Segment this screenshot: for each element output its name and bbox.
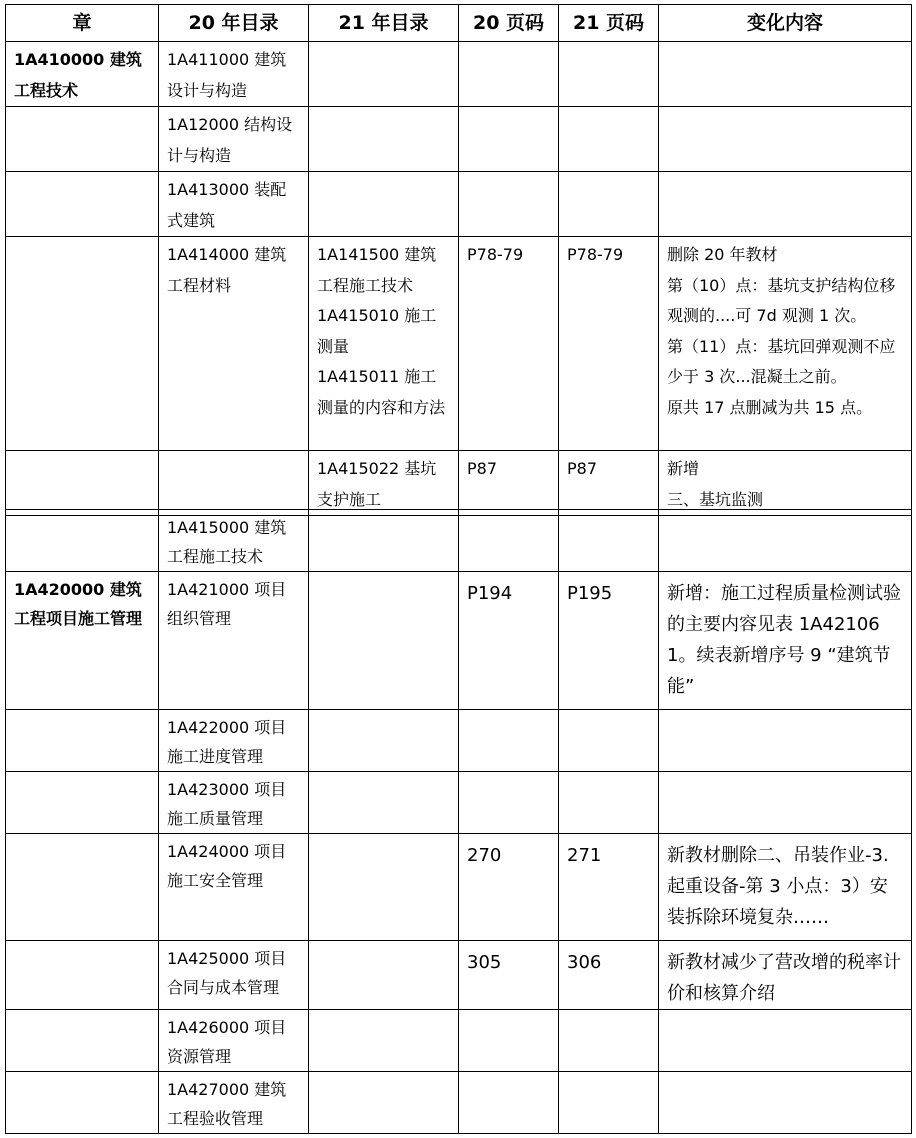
page-20-cell xyxy=(459,710,559,772)
table-row xyxy=(6,572,912,710)
catalog-21-cell xyxy=(309,42,459,107)
catalog-21-cell xyxy=(309,1072,459,1134)
chapter-cell xyxy=(6,451,159,516)
table-row xyxy=(6,834,912,941)
change-cell xyxy=(659,107,912,172)
catalog-20-cell: 1A423000 项目施工质量管理 xyxy=(159,772,309,834)
change-cell xyxy=(659,451,912,516)
page-21-cell xyxy=(559,1010,659,1072)
page-21-cell xyxy=(559,107,659,172)
page-20-cell: 270 xyxy=(459,834,559,941)
page-21-cell xyxy=(559,710,659,772)
page-21-cell: P195 xyxy=(559,572,659,710)
page-20-cell xyxy=(459,107,559,172)
chapter-cell xyxy=(6,1072,159,1134)
change-cell xyxy=(659,772,912,834)
chapter-cell xyxy=(6,107,159,172)
change-cell xyxy=(659,42,912,107)
page-20-cell xyxy=(459,172,559,237)
change-cell xyxy=(659,172,912,237)
page-20-cell xyxy=(459,1010,559,1072)
page-21-cell: P78-79 xyxy=(559,237,659,451)
table-row xyxy=(6,42,912,107)
header-row xyxy=(6,5,912,42)
catalog-21-cell: 1A415022 基坑支护施工 xyxy=(309,451,459,516)
table-row xyxy=(6,451,912,516)
catalog-20-cell: 1A421000 项目组织管理 xyxy=(159,572,309,710)
page-20-cell xyxy=(459,772,559,834)
page-21-cell xyxy=(559,172,659,237)
page-20-cell: P87 xyxy=(459,451,559,516)
table-row xyxy=(6,941,912,1010)
changes-table-part1 xyxy=(5,4,912,516)
change-cell: 新增：施工过程质量检测试验的主要内容见表 1A421061。续表新增序号 9 “建筑节能” xyxy=(659,572,912,710)
catalog-21-cell xyxy=(309,941,459,1010)
catalog-20-cell: 1A422000 项目施工进度管理 xyxy=(159,710,309,772)
page-20-cell xyxy=(459,510,559,572)
catalog-21-cell xyxy=(309,772,459,834)
table-row xyxy=(6,1072,912,1134)
catalog-20-cell: 1A413000 装配式建筑 xyxy=(159,172,309,237)
catalog-21-line: 1A415010 施工测量 xyxy=(317,306,437,356)
page-21-cell xyxy=(559,1072,659,1134)
header-21-catalog: 21 年目录 xyxy=(309,5,459,42)
chapter-cell xyxy=(6,510,159,572)
table-row xyxy=(6,772,912,834)
table-row xyxy=(6,172,912,237)
change-cell xyxy=(659,1072,912,1134)
change-cell xyxy=(659,1010,912,1072)
change-cell: 新教材删除二、吊装作业-3.起重设备-第 3 小点：3）安装拆除环境复杂…… xyxy=(659,834,912,941)
change-line: 第（10）点：基坑支护结构位移观测的....可 7d 观测 1 次。 xyxy=(667,275,896,325)
page-20-cell: P78-79 xyxy=(459,237,559,451)
catalog-21-cell xyxy=(309,172,459,237)
catalog-21-cell xyxy=(309,572,459,710)
catalog-20-cell xyxy=(159,451,309,516)
page-21-cell xyxy=(559,772,659,834)
change-cell xyxy=(659,237,912,451)
chapter-cell xyxy=(6,834,159,941)
change-line: 原共 17 点删减为共 15 点。 xyxy=(667,397,873,417)
page-20-cell: P194 xyxy=(459,572,559,710)
chapter-cell xyxy=(6,237,159,451)
page-21-cell: 306 xyxy=(559,941,659,1010)
catalog-21-line: 1A415011 施工测量的内容和方法 xyxy=(317,367,446,417)
catalog-20-cell: 1A12000 结构设计与构造 xyxy=(159,107,309,172)
chapter-cell xyxy=(6,172,159,237)
page-21-cell xyxy=(559,510,659,572)
header-chapter: 章 xyxy=(6,5,159,42)
change-cell: 新教材减少了营改增的税率计价和核算介绍 xyxy=(659,941,912,1010)
header-21-page: 21 页码 xyxy=(559,5,659,42)
page-21-cell: P87 xyxy=(559,451,659,516)
chapter-cell xyxy=(6,710,159,772)
chapter-cell xyxy=(6,772,159,834)
change-line: 三、基坑监测 xyxy=(667,489,764,509)
chapter-cell: 1A410000 建筑工程技术 xyxy=(6,42,159,107)
page-21-cell: 271 xyxy=(559,834,659,941)
table-row xyxy=(6,710,912,772)
catalog-20-cell: 1A415000 建筑工程施工技术 xyxy=(159,510,309,572)
page-20-cell xyxy=(459,42,559,107)
change-line: 新增 xyxy=(667,459,700,478)
table-row xyxy=(6,107,912,172)
chapter-cell xyxy=(6,1010,159,1072)
catalog-20-cell: 1A411000 建筑设计与构造 xyxy=(159,42,309,107)
table-row xyxy=(6,510,912,572)
page-20-cell: 305 xyxy=(459,941,559,1010)
header-20-page: 20 页码 xyxy=(459,5,559,42)
catalog-20-cell: 1A427000 建筑工程验收管理 xyxy=(159,1072,309,1134)
page-21-cell xyxy=(559,42,659,107)
changes-table-part2 xyxy=(5,509,912,1134)
catalog-21-cell xyxy=(309,1010,459,1072)
page-20-cell xyxy=(459,1072,559,1134)
change-cell xyxy=(659,710,912,772)
catalog-20-cell: 1A414000 建筑工程材料 xyxy=(159,237,309,451)
catalog-21-cell xyxy=(309,510,459,572)
catalog-21-cell xyxy=(309,710,459,772)
change-cell xyxy=(659,510,912,572)
change-line: 删除 20 年教材 xyxy=(667,245,778,264)
catalog-20-cell: 1A425000 项目合同与成本管理 xyxy=(159,941,309,1010)
catalog-21-cell xyxy=(309,237,459,451)
header-20-catalog: 20 年目录 xyxy=(159,5,309,42)
catalog-21-cell xyxy=(309,107,459,172)
table-row xyxy=(6,237,912,451)
table-row xyxy=(6,1010,912,1072)
chapter-cell: 1A420000 建筑工程项目施工管理 xyxy=(6,572,159,710)
header-change: 变化内容 xyxy=(659,5,912,42)
catalog-20-cell: 1A424000 项目施工安全管理 xyxy=(159,834,309,941)
change-line: 第（11）点：基坑回弹观测不应少于 3 次...混凝土之前。 xyxy=(667,336,896,386)
chapter-cell xyxy=(6,941,159,1010)
catalog-21-cell xyxy=(309,834,459,941)
catalog-21-line: 1A141500 建筑工程施工技术 xyxy=(317,245,437,295)
catalog-20-cell: 1A426000 项目资源管理 xyxy=(159,1010,309,1072)
